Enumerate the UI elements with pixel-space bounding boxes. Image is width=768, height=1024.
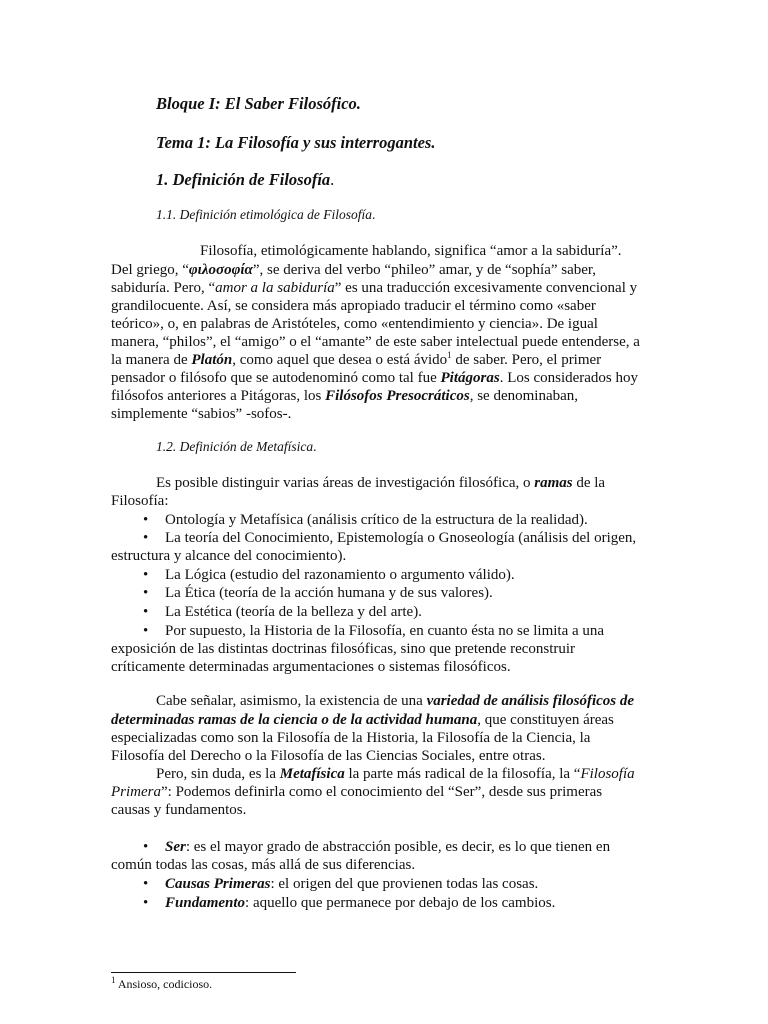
filosofia-primera-a: Filosofía [580,766,635,782]
term-fundamento: Fundamento [165,895,246,911]
p3-line-4: Filosofía del Derecho o la Filosofía de las Ciencias Sociales, entre otras. [111,748,546,764]
p1-l7c: , como aquel que desea o está ávido [232,352,448,368]
p4-l2b: ”: Podemos definirla como el conocimiento del “Ser”, desde sus primeras [161,784,603,800]
presocraticos: Filósofos Presocráticos [325,388,470,404]
p4-line-3: causas y fundamentos. [111,802,247,818]
list-item-fundamento [165,894,555,912]
p1-l2c: ”, se deriva del verbo “phileo” amar, y de “sophía” saber, [252,262,597,278]
bullet-icon: • [143,585,149,601]
heading-seccion-1-title: 1. Definición de Filosofía [156,170,331,189]
term-causas: Causas Primeras [165,876,271,892]
heading-seccion-1-dot: . [330,170,335,189]
amor-sabiduria: amor a la sabiduría [215,280,335,296]
p1-line-6: manera, “philos”, el “amigo” o el “amante” de este saber intelectual puede entenderse, a [111,334,640,350]
list-item-ser [165,838,610,856]
heading-sub-1-2-title: 1.2. Definición de Metafísica [156,439,314,454]
bullet-icon: • [143,876,149,892]
variedad-analisis: variedad de análisis filosóficos de [426,693,635,709]
bullet-icon: • [143,895,149,911]
p1-line-2 [111,261,596,279]
bullet-icon: • [143,512,149,528]
causas-desc: : el origen del que provienen todas las cosas. [270,876,539,892]
heading-tema: Tema 1: La Filosofía y sus interrogantes. [156,133,436,152]
metafisica: Metafísica [279,766,345,782]
bullet-icon: • [143,604,149,620]
p4-l1c: la parte más radical de la filosofía, la “ [344,766,581,782]
p3-line-2 [111,711,614,729]
bullet-icon: • [143,530,149,546]
p4-line-2 [111,783,602,801]
list-item-cont: común todas las cosas, más allá de sus diferencias. [111,857,416,873]
p1-l9c: , se denominaban, [469,388,579,404]
p1-l9a: filósofos anteriores a Pitágoras, los [111,388,326,404]
p1-line-4: grandilocuente. Así, se considera más apropiado traducir el término como «saber [111,298,596,314]
bullet-icon: • [143,623,149,639]
bullet-icon: • [143,567,149,583]
p1-line-7 [111,351,601,369]
list-item: La Ética (teoría de la acción humana y de sus valores). [165,585,493,601]
p1-l8a: pensador o filósofo que se autodenominó como tal fue [111,370,441,386]
list-item-cont: exposición de las distintas doctrinas filosóficas, sino que pretende reconstruir [111,641,576,657]
heading-sub-1-1 [156,207,375,223]
fundamento-desc: : aquello que permanece por debajo de los cambios. [245,895,556,911]
p1-line-5: teórico», o, en palabras de Aristóteles, como «entendimiento y ciencia». De igual [111,316,598,332]
p3-line-3: especializadas como son la Filosofía de la Historia, la Filosofía de la Ciencia, la [111,730,591,746]
p1-l7d: de saber. Pero, el primer [451,352,602,368]
footnote-mark: 1 [111,975,116,985]
greek-word: φιλοσοφία [188,262,253,278]
p1-l8c: . Los considerados hoy [499,370,639,386]
p1-l3a: sabiduría. Pero, “ [111,280,216,296]
list-item: Por supuesto, la Historia de la Filosofía, en cuanto ésta no se limita a una [165,623,605,639]
list-item: La Lógica (estudio del razonamiento o argumento válido). [165,567,515,583]
heading-seccion-1 [156,170,334,190]
p3-l1a: Cabe señalar, asimismo, la existencia de una [156,693,427,709]
p2-l1c: de la [572,475,606,491]
list-item: La Estética (teoría de la belleza y del arte). [165,604,422,620]
p1-l3c: ” es una traducción excesivamente convencional y [334,280,638,296]
list-item-causas [165,875,538,893]
footnote-divider [111,972,296,973]
p1-l7a: la manera de [111,352,192,368]
ser-desc: : es el mayor grado de abstracción posible, es decir, es lo que tienen en [185,839,611,855]
heading-sub-1-1-dot: . [371,207,376,222]
list-item-cont: críticamente determinadas argumentaciones o sistemas filosóficos. [111,659,511,675]
p1-line-9 [111,387,578,405]
p3-l2b: , que constituyen áreas [477,712,614,728]
heading-sub-1-2-dot: . [313,439,317,454]
p1-l2a: Del griego, “ [111,262,189,278]
pitagoras: Pitágoras [440,370,500,386]
ramas: ramas [534,475,573,491]
p1-line-1: Filosofía, etimológicamente hablando, significa “amor a la sabiduría”. [200,243,622,259]
heading-sub-1-1-title: 1.1. Definición etimológica de Filosofía [156,207,372,222]
footnote [111,977,212,992]
ramas-ciencia: determinadas ramas de la ciencia o de la actividad humana [111,712,478,728]
platon: Platón [191,352,233,368]
heading-bloque: Bloque I: El Saber Filosófico. [156,94,361,113]
p1-line-10: simplemente “sabios” -sofos-. [111,406,292,422]
p1-line-3 [111,279,637,297]
heading-sub-1-2 [156,439,316,455]
list-item-cont: estructura y alcance del conocimiento). [111,548,347,564]
term-ser: Ser [165,839,186,855]
p2-l1a: Es posible distinguir varias áreas de investigación filosófica, o [156,475,535,491]
p4-line-1 [156,765,635,783]
p4-l1a: Pero, sin duda, es la [156,766,280,782]
p2-line-2: Filosofía: [111,493,169,509]
list-item: La teoría del Conocimiento, Epistemología o Gnoseología (análisis del origen, [165,530,637,546]
filosofia-primera-b: Primera [111,784,161,800]
list-item: Ontología y Metafísica (análisis crítico de la estructura de la realidad). [165,512,588,528]
footnote-text: Ansioso, codicioso. [115,977,213,991]
p2-line-1 [156,474,605,492]
p1-line-8 [111,369,638,387]
p3-line-1 [156,692,634,710]
bullet-icon: • [143,839,149,855]
footnote-ref[interactable]: 1 [447,350,452,360]
